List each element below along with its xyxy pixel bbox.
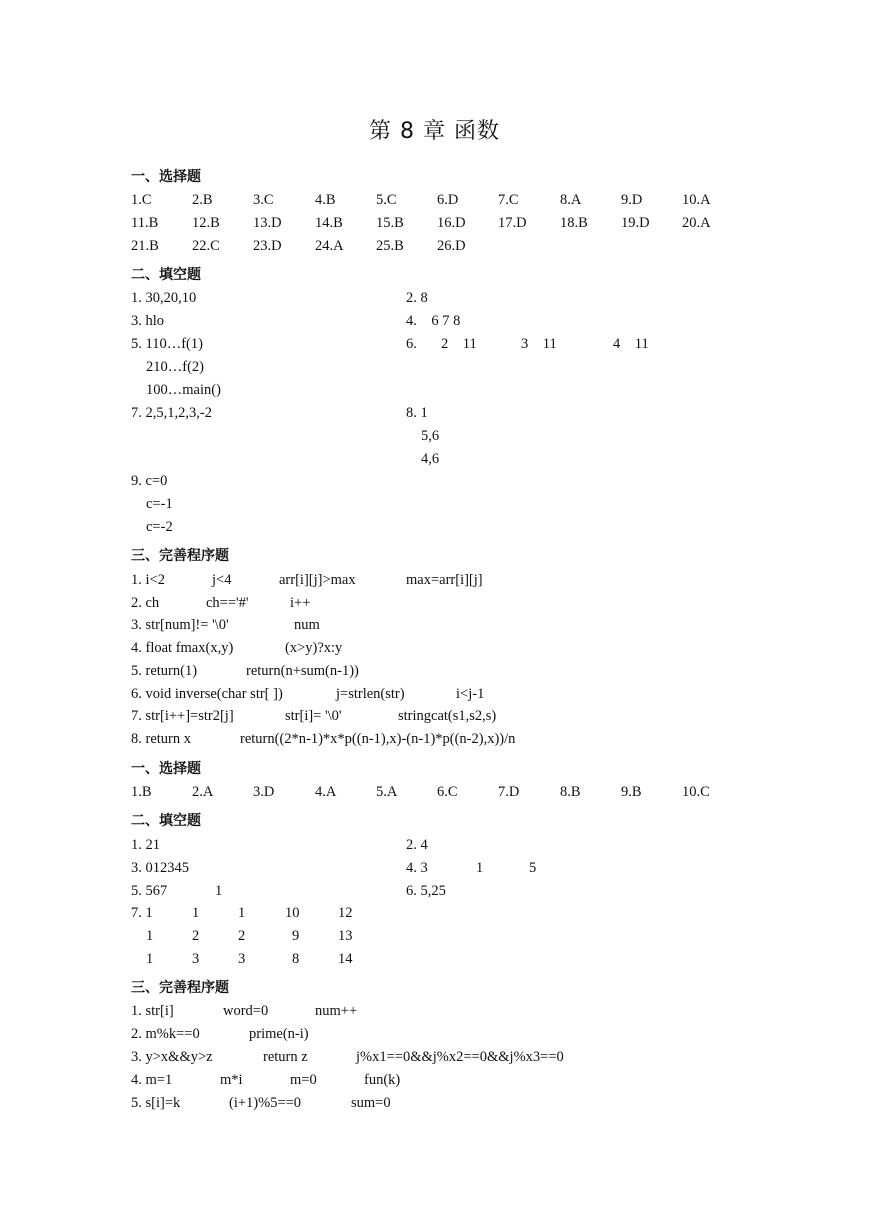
- fill-answer-8-line: 4,6: [421, 451, 440, 467]
- table-cell: 10: [285, 905, 300, 921]
- table-cell: 9: [292, 928, 300, 944]
- answer-item: 8.A: [560, 192, 582, 208]
- program-blank: prime(n-i): [249, 1026, 309, 1042]
- program-blank: j=strlen(str): [336, 686, 405, 702]
- answer-item: 16.D: [437, 215, 466, 231]
- fill-answer-7: 7. 2,5,1,2,3,-2: [131, 405, 212, 421]
- answer-item: 25.B: [376, 238, 404, 254]
- program-blank: 4. float fmax(x,y): [131, 640, 234, 656]
- program-blank: (i+1)%5==0: [229, 1095, 302, 1111]
- answer-item: 9.D: [621, 192, 643, 208]
- fill-answer-3: 3. 012345: [131, 860, 189, 876]
- program-blank: num++: [315, 1003, 358, 1019]
- table-cell: 1: [146, 951, 154, 967]
- answer-item: 11.B: [131, 215, 159, 231]
- table-cell: 3: [192, 951, 200, 967]
- table-cell: 7. 1: [131, 905, 153, 921]
- answer-item: 22.C: [192, 238, 220, 254]
- program-blank: fun(k): [364, 1072, 401, 1088]
- fill-answer-6-part: 4 11: [613, 336, 649, 352]
- answer-item: 12.B: [192, 215, 220, 231]
- heading-fill-blank-2: 二、填空题: [131, 813, 201, 829]
- fill-answer-4: 4. 6 7 8: [406, 313, 461, 329]
- program-blank: return((2*n-1)*x*p((n-1),x)-(n-1)*p((n-2),x))/n: [240, 731, 516, 747]
- fill-answer-6-label: 6.: [406, 336, 417, 352]
- program-blank: 5. s[i]=k: [131, 1095, 181, 1111]
- answer-item: 1.B: [131, 784, 152, 800]
- table-cell: 1: [238, 905, 246, 921]
- heading-fill-blank: 二、填空题: [131, 267, 201, 283]
- program-blank: 3. y>x&&y>z: [131, 1049, 213, 1065]
- answer-item: 7.D: [498, 784, 520, 800]
- answer-item: 10.C: [682, 784, 710, 800]
- fill-answer-1: 1. 30,20,10: [131, 290, 197, 306]
- answer-item: 1.C: [131, 192, 152, 208]
- table-cell: 2: [192, 928, 200, 944]
- answer-item: 15.B: [376, 215, 404, 231]
- fill-answer-1: 1. 21: [131, 837, 160, 853]
- program-blank: str[i]= '\0': [285, 708, 342, 724]
- heading-multiple-choice-2: 一、选择题: [131, 761, 201, 777]
- fill-answer-2: 2. 8: [406, 290, 428, 306]
- fill-answer-5-line: 210…f(2): [146, 359, 204, 375]
- answer-item: 4.A: [315, 784, 337, 800]
- program-blank: 2. ch: [131, 595, 160, 611]
- program-blank: return(n+sum(n-1)): [246, 663, 359, 679]
- table-cell: 2: [238, 928, 246, 944]
- program-blank: 1. str[i]: [131, 1003, 174, 1019]
- program-blank: 3. str[num]!= '\0': [131, 617, 229, 633]
- fill-answer-6-part: 3 11: [521, 336, 557, 352]
- answer-item: 2.B: [192, 192, 213, 208]
- chapter-title: 第 8 章 函数: [369, 119, 500, 144]
- program-blank: arr[i][j]>max: [279, 572, 356, 588]
- answer-item: 3.C: [253, 192, 274, 208]
- answer-item: 2.A: [192, 784, 214, 800]
- answer-item: 8.B: [560, 784, 581, 800]
- table-cell: 14: [338, 951, 353, 967]
- program-blank: 8. return x: [131, 731, 191, 747]
- table-cell: 1: [192, 905, 200, 921]
- program-blank: j<4: [212, 572, 232, 588]
- fill-answer-9-line: 9. c=0: [131, 473, 168, 489]
- program-blank: m=0: [290, 1072, 317, 1088]
- program-blank: m*i: [220, 1072, 243, 1088]
- program-blank: word=0: [223, 1003, 269, 1019]
- answer-item: 3.D: [253, 784, 275, 800]
- fill-answer-9-line: c=-2: [146, 519, 173, 535]
- program-blank: i++: [290, 595, 311, 611]
- answer-item: 17.D: [498, 215, 527, 231]
- answer-item: 18.B: [560, 215, 588, 231]
- fill-answer-6: 6. 5,25: [406, 883, 446, 899]
- answer-item: 23.D: [253, 238, 282, 254]
- program-blank: j%x1==0&&j%x2==0&&j%x3==0: [356, 1049, 564, 1065]
- program-blank: 7. str[i++]=str2[j]: [131, 708, 234, 724]
- fill-answer-5-line: 100…main(): [146, 382, 221, 398]
- answer-item: 14.B: [315, 215, 343, 231]
- program-blank: return z: [263, 1049, 308, 1065]
- fill-answer-4-part: 5: [529, 860, 537, 876]
- fill-answer-5-part: 5. 567: [131, 883, 168, 899]
- fill-answer-6-part: 2 11: [441, 336, 477, 352]
- fill-answer-2: 2. 4: [406, 837, 428, 853]
- answer-item: 5.C: [376, 192, 397, 208]
- program-blank: (x>y)?x:y: [285, 640, 343, 656]
- program-blank: stringcat(s1,s2,s): [398, 708, 497, 724]
- heading-complete-program: 三、完善程序题: [131, 548, 229, 564]
- fill-answer-4-part: 1: [476, 860, 484, 876]
- fill-answer-9-line: c=-1: [146, 496, 173, 512]
- fill-answer-5-line: 5. 110…f(1): [131, 336, 203, 352]
- answer-item: 10.A: [682, 192, 711, 208]
- answer-item: 13.D: [253, 215, 282, 231]
- table-cell: 3: [238, 951, 246, 967]
- answer-item: 24.A: [315, 238, 344, 254]
- program-blank: ch=='#': [206, 595, 249, 611]
- fill-answer-5-part: 1: [215, 883, 223, 899]
- program-blank: 5. return(1): [131, 663, 198, 679]
- answer-item: 9.B: [621, 784, 642, 800]
- program-blank: 4. m=1: [131, 1072, 173, 1088]
- table-cell: 13: [338, 928, 353, 944]
- program-blank: 2. m%k==0: [131, 1026, 200, 1042]
- answer-item: 21.B: [131, 238, 159, 254]
- table-cell: 8: [292, 951, 300, 967]
- answer-item: 6.D: [437, 192, 459, 208]
- answer-item: 20.A: [682, 215, 711, 231]
- fill-answer-3: 3. hlo: [131, 313, 165, 329]
- program-blank: 6. void inverse(char str[ ]): [131, 686, 283, 702]
- answer-item: 26.D: [437, 238, 466, 254]
- table-cell: 1: [146, 928, 154, 944]
- program-blank: sum=0: [351, 1095, 391, 1111]
- heading-complete-program-2: 三、完善程序题: [131, 980, 229, 996]
- heading-multiple-choice: 一、选择题: [131, 169, 201, 185]
- answer-item: 4.B: [315, 192, 336, 208]
- program-blank: num: [294, 617, 320, 633]
- fill-answer-8-line: 8. 1: [406, 405, 428, 421]
- answer-item: 6.C: [437, 784, 458, 800]
- program-blank: max=arr[i][j]: [406, 572, 483, 588]
- fill-answer-8-line: 5,6: [421, 428, 440, 444]
- program-blank: i<j-1: [456, 686, 485, 702]
- answer-item: 19.D: [621, 215, 650, 231]
- answer-item: 7.C: [498, 192, 519, 208]
- table-cell: 12: [338, 905, 353, 921]
- answer-item: 5.A: [376, 784, 398, 800]
- fill-answer-4-part: 4. 3: [406, 860, 428, 876]
- program-blank: 1. i<2: [131, 572, 165, 588]
